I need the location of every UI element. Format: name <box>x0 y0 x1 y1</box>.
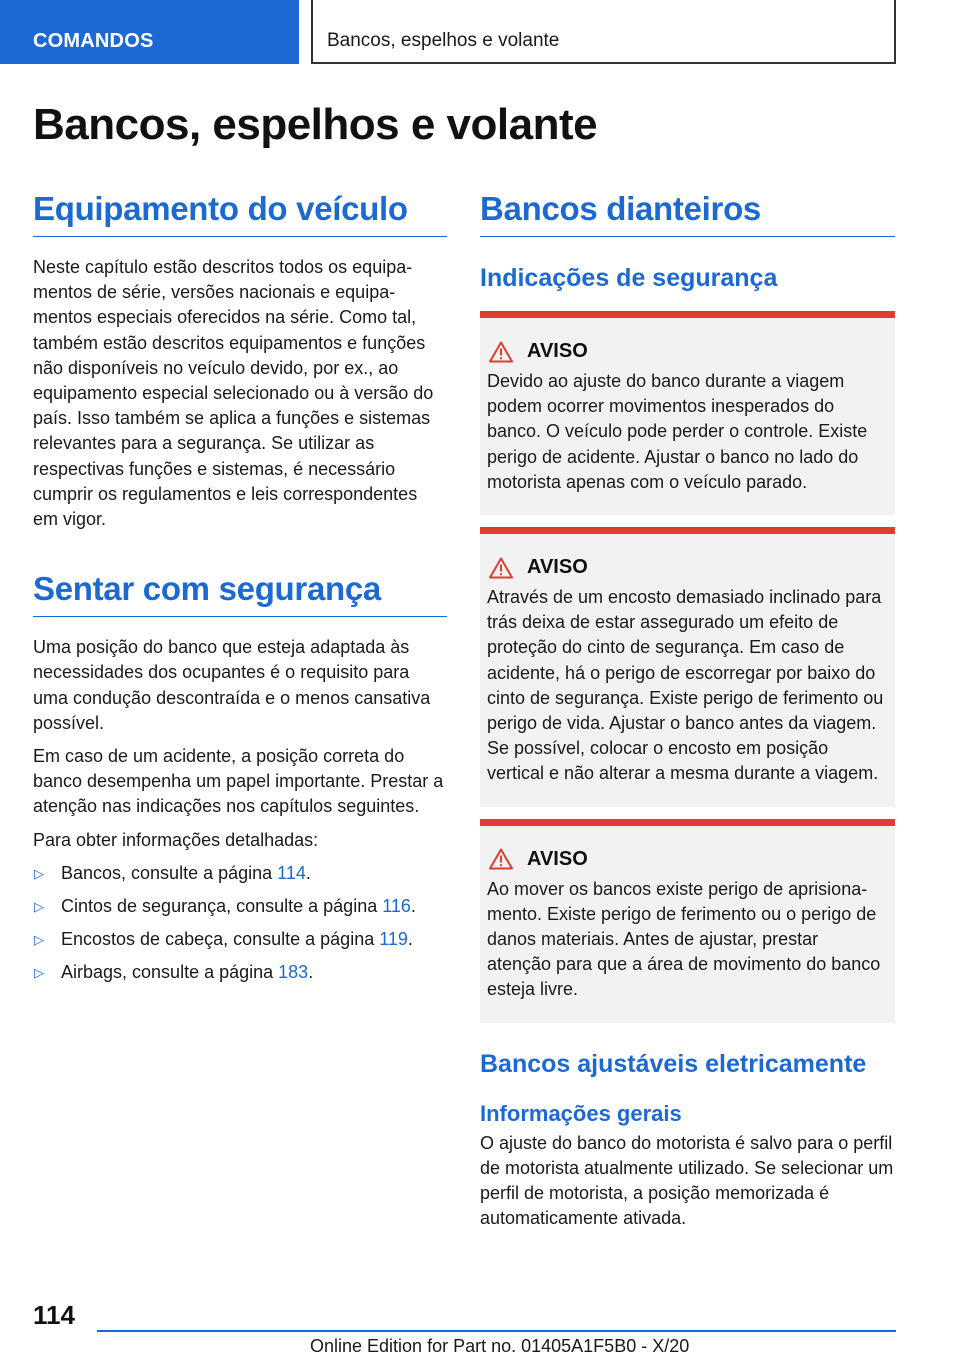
footer-divider <box>97 1330 896 1332</box>
warning-triangle-icon <box>489 848 513 870</box>
page-link-116[interactable]: 116 <box>382 895 411 916</box>
section-title-sentar: Sentar com segurança <box>33 570 447 617</box>
left-column <box>33 190 447 985</box>
list-item: ▷ Airbags, consulte a página 183. <box>33 960 447 985</box>
right-column <box>480 190 895 1231</box>
warning-label: AVISO <box>527 340 588 362</box>
triangle-bullet-icon: ▷ <box>34 898 44 914</box>
warning-header <box>487 848 887 871</box>
triangle-bullet-icon: ▷ <box>34 865 44 881</box>
subsubsection-title-informacoes: Informações gerais <box>480 1100 682 1126</box>
warning-header <box>487 556 887 579</box>
subsection-title-indicacoes: Indicações de segurança <box>480 264 778 292</box>
warning-label: AVISO <box>527 556 588 579</box>
sentar-paragraph-3: Para obter informações detalhadas: <box>33 829 319 850</box>
warning-triangle-icon <box>489 341 513 363</box>
warning-header <box>487 340 887 363</box>
triangle-bullet-icon: ▷ <box>34 964 44 980</box>
warning-box <box>480 527 895 807</box>
subsection-title-eletricamente: Bancos ajustáveis eletricamente <box>480 1049 867 1078</box>
warning-label: AVISO <box>527 847 588 870</box>
page-link-114[interactable]: 114 <box>277 862 306 883</box>
triangle-bullet-icon: ▷ <box>34 931 44 947</box>
warning-text: Devido ao ajuste do banco durante a viagem podem ocorrer movimentos inesperados do banco. O veículo pode perder o controle. Existe perigo de acidente. Ajustar o banco no lado do motorista apenas com o veículo parado. <box>487 371 868 492</box>
warning-box <box>480 819 895 1023</box>
warning-text: Ao mover os bancos existe perigo de aprisionamento. Existe perigo de ferimento ou o perigo de danos materiais. Antes de ajustar, prestar atenção para que a área de movimento do banco esteja livre. <box>487 878 881 1000</box>
sentar-paragraph-2: Em caso de um acidente, a posição correta do banco desempenha um papel importante. Prestar a atenção nas indicações nos capítulos seguintes. <box>33 746 444 817</box>
header-section-tab: COMANDOS <box>0 0 299 64</box>
warning-box <box>480 311 895 515</box>
footer-edition: Online Edition for Part no. 01405A1F5B0 - X/20 <box>310 1336 690 1356</box>
reference-list <box>33 861 447 985</box>
warning-text: Através de um encosto demasiado inclinado para trás deixa de estar assegurado um efeito de proteção do cinto de segurança. Em caso de acidente, há o perigo de escorregar por baixo do cinto de segurança. Existe perigo de ferimento ou perigo de vida. Ajustar o banco antes da viagem. Se possível, colocar o encosto em posição vertical e não alterar a mesma durante a viagem. <box>487 587 884 784</box>
page-number: 114 <box>33 1300 75 1330</box>
list-item: ▷ Bancos, consulte a página 114. <box>33 861 447 886</box>
section-title-bancos-dianteiros: Bancos dianteiros <box>480 190 895 237</box>
page-link-183[interactable]: 183 <box>278 961 309 982</box>
header-chapter-title: Bancos, espelhos e volante <box>311 0 896 64</box>
list-item: ▷ Encostos de cabeça, consulte a página 119. <box>33 927 447 952</box>
equipamento-text: Neste capítulo estão descritos todos os equipamentos de série, versões nacionais e equipamentos especiais oferecidos na série. Como tal, também estão descritos equipamentos e funções não disponíveis no veículo devido, por ex., ao equipamento especial selecionado ou à versão do país. Isso também se aplica a funções e sistemas relevantes para a segurança. Se utilizar as respectivas funções e sistemas, é necessário cumprir os regulamentos e leis correspondentes em vigor. <box>33 257 434 530</box>
sentar-paragraph-1: Uma posição do banco que esteja adaptada às necessidades dos ocupantes é o requisito para uma condução descontraída e o menos cansativa possível. <box>33 637 431 733</box>
section-title-equipamento: Equipamento do veículo <box>33 190 447 237</box>
list-item: ▷ Cintos de segurança, consulte a página 116. <box>33 894 447 919</box>
page-title: Bancos, espelhos e volante <box>33 100 598 149</box>
warning-triangle-icon <box>489 557 513 579</box>
informacoes-text: O ajuste do banco do motorista é salvo para o perfil de motorista atualmente utilizado. Se selecionar um perfil de motorista, a posição memorizada é automaticamente ativada. <box>480 1132 894 1229</box>
page-link-119[interactable]: 119 <box>379 928 408 949</box>
